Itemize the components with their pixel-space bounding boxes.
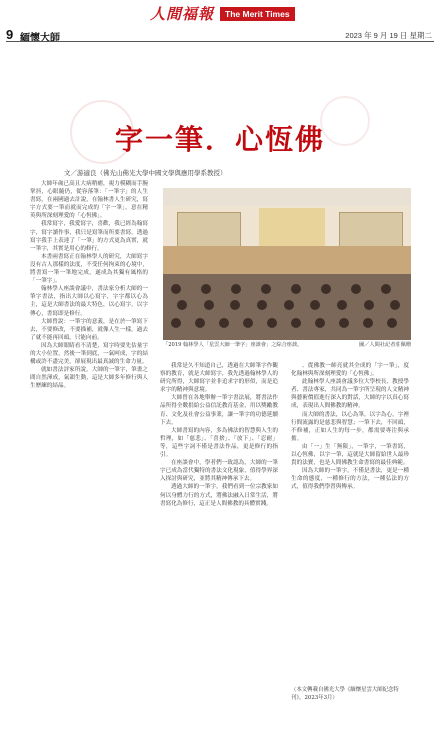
paragraph: 本書兩書寫正在翰林學人的研究，大師寫字沒有古人那樣的法度，不受任何拘束的心境中，將書寫一筆一筆地完成，遂成為其獨有風格的「一筆字」。 bbox=[30, 253, 148, 285]
audience-head bbox=[364, 300, 374, 310]
top-bar bbox=[0, 0, 440, 26]
audience-head bbox=[363, 318, 373, 328]
masthead bbox=[150, 3, 295, 24]
audience-head bbox=[321, 284, 331, 294]
article-column-3 bbox=[291, 362, 409, 682]
paragraph: 就如書法評家所說，大師的一筆字，筆畫之間自然渾成，氣韻生動，這是大師多年修行與人生歷練的結晶。 bbox=[30, 367, 148, 390]
paragraph: 因為大師眼睛看不清楚，寫字時要先估量字的大小位置，然後一筆到底，一氣呵成，字的結構或許不盡完美，卻展現出最真誠的生命力量。 bbox=[30, 342, 148, 366]
masthead-logo-english: The Merit Times bbox=[220, 7, 295, 21]
audience-head bbox=[177, 300, 187, 310]
article-signoff: （本文轉載自佛光大學《緬懷星雲大師紀念特刊》，2023年3月） bbox=[291, 687, 399, 701]
photo-stage bbox=[163, 246, 411, 276]
article-column-1 bbox=[30, 180, 148, 700]
paragraph: 此翰林學人座談會議多位大學校長、教授學者、書法專家，共同為一筆字所呈現的人文精神與藝術價值進行深入的對話，大師的字以真心寫成，表現出人間佛教的精神。 bbox=[291, 379, 409, 410]
audience-head bbox=[387, 318, 397, 328]
audience-head bbox=[381, 284, 391, 294]
audience-head bbox=[204, 300, 214, 310]
audience-head bbox=[284, 300, 294, 310]
paragraph: 透過大師的一筆字，我們看到一位宗教家如何以身體力行的方式，將佛法融入日常生活，將書寫化為修行，這正是人間佛教的具體實踐。 bbox=[160, 484, 278, 507]
photo-credit: 圖／人間社記者莊佩珊 bbox=[359, 342, 411, 348]
page-number: 9 bbox=[6, 27, 14, 42]
paragraph: 因為大師的一筆字，不僅是書法，更是一種生命的態度，一種修行的方法，一種弘法的方式，值得我們學習與傳承。 bbox=[291, 468, 409, 491]
section-title: 緬懷大師 bbox=[20, 33, 60, 44]
event-photo bbox=[163, 188, 411, 340]
audience-head bbox=[267, 318, 277, 328]
photo-screen-right bbox=[339, 212, 403, 250]
paragraph: 大師書寫的內容，多為佛法的智慧與人生的哲理，如「慈悲」、「喜捨」、「放下」、「忍耐」等，這些字詞不僅是書法作品，更是修行的指引。 bbox=[160, 427, 278, 459]
paragraph: 翰林學人座談會議中，書法家分析大師的一筆字書法，指出大師以心寫字，字字都以心為主，這是大師書法的最大特色，以心寫字，以字傳心，書寫即是修行。 bbox=[30, 286, 148, 317]
audience-head bbox=[201, 284, 211, 294]
paragraph: 大師曾在各地舉辦一筆字書法展，將書法作品所得全數捐給公益信託教育基金，用以獎勵教育、文化及社會公益事業，讓一筆字的功德延續下去。 bbox=[160, 395, 278, 426]
paragraph: 我常是久不知道自己，透過在大師筆字作觀察的教育，就是大師寫字，我先透過翰林學人的研究所得，大師寫字並非追求字的形似，而是追求字的精神與意境。 bbox=[160, 363, 278, 394]
paragraph: 由「一」生「無限」，一筆字，一筆書寫，以心恆佛，以字一筆，這就是大師留給世人最珍貴的法寶，也是人間佛教生命書寫的最佳典範。 bbox=[291, 443, 409, 467]
audience-head bbox=[351, 284, 361, 294]
photo-caption-row bbox=[163, 341, 411, 348]
audience-head bbox=[171, 318, 181, 328]
audience-head bbox=[219, 318, 229, 328]
audience-head bbox=[171, 284, 181, 294]
audience-head bbox=[231, 284, 241, 294]
paragraph: 大師年歲已高且大病稍癒，視力模糊而手腕掌抖，心眼隨仍，從容落筆：「一筆字」的人生書寫，在兩國過去計說，在翰林書人生研究，寫字方式要一筆而就而完成的「字一筆」，意在精英與所深刻理愛的「心恆佛」。 bbox=[30, 181, 148, 220]
photo-ceiling bbox=[163, 188, 411, 206]
audience-head bbox=[291, 284, 301, 294]
paragraph: 、從佛教一師亮就其全成的「字一筆」，度化翰林與所深刻理愛的「心恆佛」。 bbox=[291, 363, 409, 378]
audience-head bbox=[339, 318, 349, 328]
audience-head bbox=[261, 284, 271, 294]
paragraph: 大師曾說：一筆字的意義，是在於一筆寫下去，不要修改，不要描補，就像人生一樣，過去了就不能再回頭，只能向前。 bbox=[30, 318, 148, 341]
audience-head bbox=[337, 300, 347, 310]
paragraph: 在座談會中，學者們一致認為，大師的一筆字已成為當代獨特的書法文化現象，值得學界深入探討與研究，並將其精神傳承下去。 bbox=[160, 460, 278, 483]
paragraph: 我常寫字，我愛寫字，喜歡，我已經為翰寫字，寫字讀作事，我只是寫筆而所要書寫，透過寫字我手上表達了「一筆」的方式更為真實，就一筆字，其實是用心的修行。 bbox=[30, 221, 148, 252]
photo-caption: 「2019 翰林學人「星雲大師一筆字」座談會」之綜合座談。 bbox=[163, 342, 303, 348]
audience-head bbox=[195, 318, 205, 328]
masthead-logo-chinese: 人間福報 bbox=[150, 5, 215, 23]
date-line: 2023 年 9 月 19 日 星期二 bbox=[345, 31, 432, 40]
photo-screen-left bbox=[177, 212, 241, 250]
article-column-2 bbox=[160, 362, 278, 682]
article-byline: 文／游適良（佛光山佛光大學中國文學與應用學系教授） bbox=[64, 169, 227, 177]
paragraph: 而大師的書法，以心為筆，以字為心，字裡行間流露的是慈悲與智慧；一筆下去，不回頭，不修補，正如人生的每一步，都需要專注與承擔。 bbox=[291, 411, 409, 442]
audience-head bbox=[291, 318, 301, 328]
article-title: 字一筆．心恆佛 bbox=[114, 123, 325, 156]
audience-head bbox=[243, 318, 253, 328]
photo-screen-center bbox=[259, 208, 325, 246]
header-divider bbox=[6, 41, 434, 42]
audience-head bbox=[315, 318, 325, 328]
audience-head bbox=[257, 300, 267, 310]
